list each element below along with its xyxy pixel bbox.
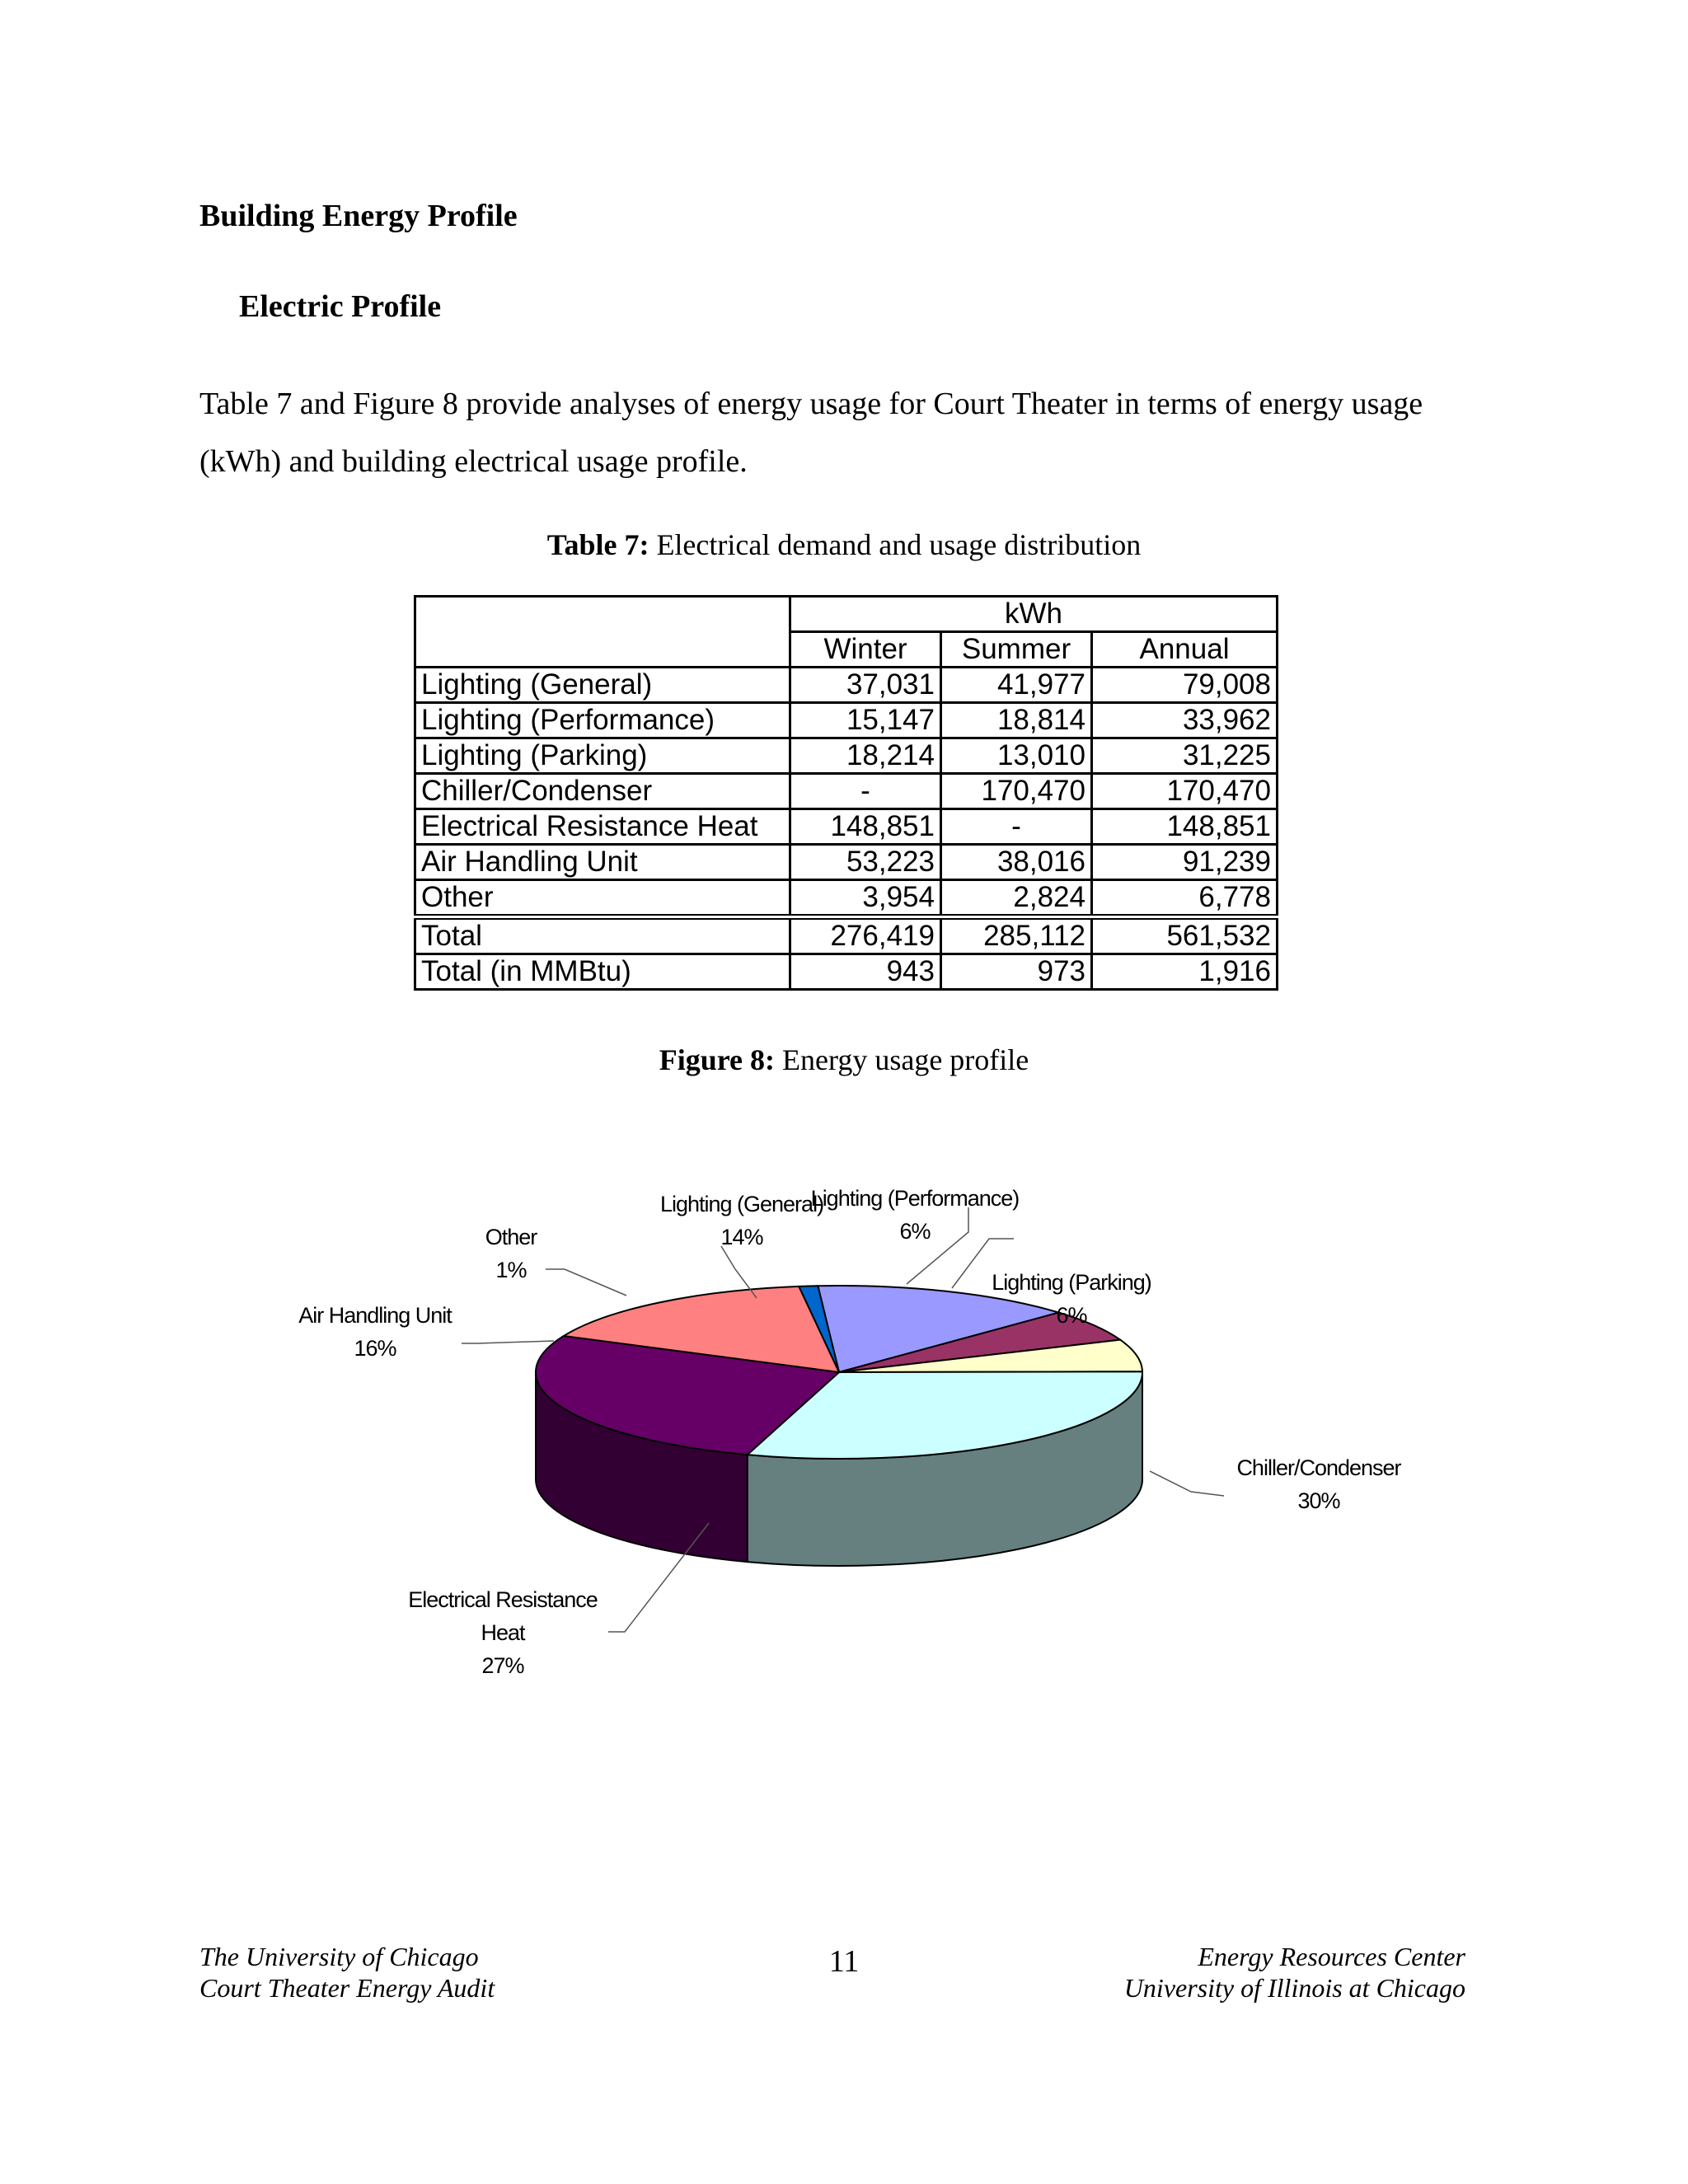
- pie-slice-label: [408, 1587, 598, 1678]
- table-cell: 31,225: [1092, 738, 1278, 774]
- table-row: [415, 917, 1278, 954]
- intro-paragraph: Table 7 and Figure 8 provide analyses of energy usage for Court Theater in terms of energy usage (kWh) and building electrical usage profile.: [199, 387, 1423, 479]
- table-header-row: [415, 597, 1278, 632]
- table-cell: -: [790, 774, 941, 809]
- table-caption: [0, 527, 1688, 562]
- row-label: Total: [415, 917, 790, 954]
- pie-slice-label: [1236, 1455, 1401, 1513]
- unit-header: kWh: [790, 597, 1278, 632]
- usage-table: [414, 595, 1278, 991]
- table-cell: 285,112: [941, 917, 1092, 954]
- row-label: Lighting (Performance): [415, 703, 790, 738]
- pie-leader-line: [462, 1341, 554, 1343]
- pie-slice-label: [298, 1303, 452, 1361]
- row-label: Air Handling Unit: [415, 845, 790, 880]
- table-row: [415, 954, 1278, 990]
- table-cell: 38,016: [941, 845, 1092, 880]
- figure-caption-text: Energy usage profile: [775, 1043, 1029, 1076]
- energy-pie-chart: [247, 1104, 1484, 1706]
- footer-right: [1124, 1941, 1465, 2004]
- pie-slice-label: [485, 1225, 538, 1282]
- table-cell: 170,470: [941, 774, 1092, 809]
- column-header: Winter: [790, 632, 941, 668]
- pie-slice-name: Lighting (Performance): [810, 1186, 1020, 1211]
- table-cell: 6,778: [1092, 880, 1278, 917]
- footer-left-line1: The University of Chicago: [199, 1942, 479, 1971]
- pie-slice-percent: 27%: [481, 1653, 524, 1678]
- pie-slice-name: Other: [485, 1225, 537, 1249]
- pie-leader-line: [546, 1269, 626, 1296]
- pie-slice-label: [660, 1192, 823, 1249]
- pie-slice-name: Chiller/Condenser: [1236, 1455, 1401, 1480]
- column-header: Summer: [941, 632, 1092, 668]
- table-cell: 148,851: [1092, 809, 1278, 845]
- table-cell: 170,470: [1092, 774, 1278, 809]
- table-cell: 13,010: [941, 738, 1092, 774]
- pie-slice-label: [811, 1186, 1020, 1244]
- pie-leader-line: [1150, 1471, 1224, 1496]
- pie-slice-percent: 6%: [899, 1219, 931, 1244]
- pie-slice-percent: 6%: [1056, 1303, 1087, 1328]
- pie-slice-percent: 1%: [495, 1258, 527, 1282]
- row-label: Lighting (General): [415, 668, 790, 703]
- pie-slice-name: Lighting (Parking): [992, 1270, 1151, 1295]
- table-cell: 18,214: [790, 738, 941, 774]
- row-label: Chiller/Condenser: [415, 774, 790, 809]
- column-header: Annual: [1092, 632, 1278, 668]
- row-label: Other: [415, 880, 790, 917]
- table-row: [415, 703, 1278, 738]
- table-cell: 15,147: [790, 703, 941, 738]
- table-cell: 943: [790, 954, 941, 990]
- table-cell: 561,532: [1092, 917, 1278, 954]
- table-row: [415, 880, 1278, 917]
- table-caption-label: Table 7:: [546, 528, 649, 561]
- pie-slice-percent: 16%: [354, 1336, 396, 1361]
- pie-slice-percent: 30%: [1297, 1488, 1340, 1513]
- table-cell: 53,223: [790, 845, 941, 880]
- subsection-heading: Electric Profile: [239, 289, 442, 324]
- pie-slice-name: Electrical Resistance: [408, 1587, 598, 1612]
- table-cell: 973: [941, 954, 1092, 990]
- figure-caption-label: Figure 8:: [659, 1043, 776, 1076]
- table-cell: 1,916: [1092, 954, 1278, 990]
- table-cell: 2,824: [941, 880, 1092, 917]
- table-cell: -: [941, 809, 1092, 845]
- table-cell: 33,962: [1092, 703, 1278, 738]
- footer-left-line2: Court Theater Energy Audit: [199, 1973, 495, 2003]
- footer-right-line1: Energy Resources Center: [1198, 1942, 1465, 1971]
- figure-caption: [0, 1043, 1688, 1077]
- table-row: [415, 668, 1278, 703]
- row-label: Lighting (Parking): [415, 738, 790, 774]
- table-cell: 3,954: [790, 880, 941, 917]
- table-cell: 41,977: [941, 668, 1092, 703]
- table-cell: 148,851: [790, 809, 941, 845]
- table-cell: 79,008: [1092, 668, 1278, 703]
- pie-slice-percent: 14%: [720, 1225, 763, 1249]
- pie-tops: [536, 1286, 1142, 1459]
- table-cell: 276,419: [790, 917, 941, 954]
- section-heading: Building Energy Profile: [199, 199, 518, 233]
- footer-right-line2: University of Illinois at Chicago: [1123, 1973, 1465, 2003]
- table-row: [415, 774, 1278, 809]
- table-row: [415, 845, 1278, 880]
- table-cell: 37,031: [790, 668, 941, 703]
- page-number: 11: [828, 1944, 860, 1979]
- row-label: Electrical Resistance Heat: [415, 809, 790, 845]
- table-corner-cell: [415, 597, 790, 668]
- pie-slice-name: Lighting (General): [659, 1192, 824, 1216]
- table-row: [415, 738, 1278, 774]
- table-cell: 91,239: [1092, 845, 1278, 880]
- table-cell: 18,814: [941, 703, 1092, 738]
- row-label: Total (in MMBtu): [415, 954, 790, 990]
- pie-slice-name: Heat: [481, 1620, 525, 1645]
- table-caption-text: Electrical demand and usage distribution: [649, 528, 1142, 561]
- pie-slice-name: Air Handling Unit: [298, 1303, 452, 1328]
- table-row: [415, 809, 1278, 845]
